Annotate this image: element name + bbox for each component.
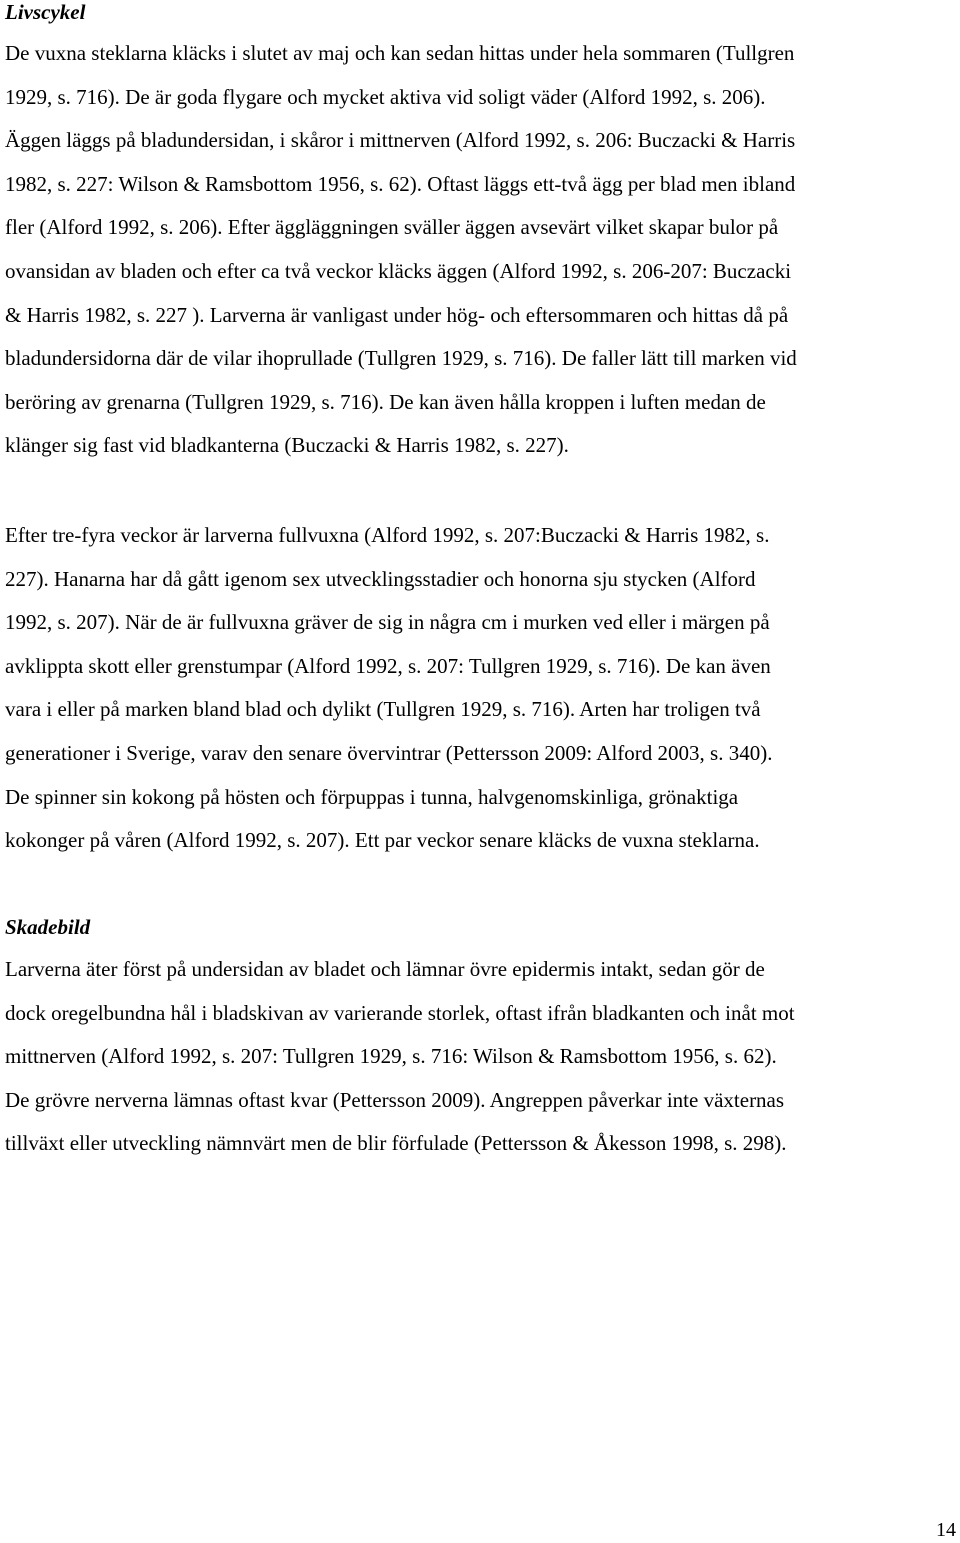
text-line: De grövre nerverna lämnas oftast kvar (Pettersson 2009). Angreppen påverkar inte växternas: [5, 1087, 785, 1112]
text-line: Larverna äter först på undersidan av bladet och lämnar övre epidermis intakt, sedan gör de: [5, 957, 765, 981]
paragraph-livscykel-1: [5, 32, 955, 468]
text-line: fler (Alford 1992, s. 206). Efter äggläggningen sväller äggen avsevärt vilket skapar bulor på: [5, 215, 779, 240]
text-line: mittnerven (Alford 1992, s. 207: Tullgren 1929, s. 716: Wilson & Ramsbottom 1956, s. 62).: [5, 1044, 777, 1069]
text-line: 1992, s. 207). När de är fullvuxna gräver de sig in några cm i murken ved eller i märgen på: [5, 610, 770, 635]
paragraph-skadebild-1: [5, 948, 955, 1166]
text-line: bladundersidorna där de vilar ihoprullade (Tullgren 1929, s. 716). De faller lätt till marken vid: [5, 346, 797, 371]
text-line: klänger sig fast vid bladkanterna (Buczacki & Harris 1982, s. 227).: [5, 433, 569, 458]
text-line: beröring av grenarna (Tullgren 1929, s. 716). De kan även hålla kroppen i luften medan de: [5, 389, 766, 414]
text-line: 1982, s. 227: Wilson & Ramsbottom 1956, s. 62). Oftast läggs ett-två ägg per blad men ibland: [5, 171, 796, 196]
text-line: dock oregelbundna hål i bladskivan av varierande storlek, oftast ifrån bladkanten och inåt mot: [5, 1000, 795, 1025]
section-heading-skadebild: Skadebild: [5, 915, 91, 939]
text-line: 227). Hanarna har då gått igenom sex utvecklingsstadier och honorna sju stycken (Alford: [5, 566, 756, 591]
text-line: ovansidan av bladen och efter ca två veckor kläcks äggen (Alford 1992, s. 206-207: Buczacki: [5, 258, 792, 283]
text-line: kokonger på våren (Alford 1992, s. 207). Ett par veckor senare kläcks de vuxna steklarna.: [5, 828, 760, 853]
section-heading-livscykel: Livscykel: [5, 0, 86, 24]
text-line: Äggen läggs på bladundersidan, i skåror i mittnerven (Alford 1992, s. 206: Buczacki & Harris: [5, 128, 796, 153]
text-line: & Harris 1982, s. 227 ). Larverna är vanligast under hög- och eftersommaren och hittas då på: [5, 302, 789, 327]
text-line: tillväxt eller utveckling nämnvärt men de blir förfulade (Pettersson & Åkesson 1998, s. 298).: [5, 1131, 787, 1156]
text-line: avklippta skott eller grenstumpar (Alford 1992, s. 207: Tullgren 1929, s. 716). De kan även: [5, 653, 771, 678]
text-line: 1929, s. 716). De är goda flygare och mycket aktiva vid soligt väder (Alford 1992, s. 206).: [5, 84, 766, 109]
text-line: generationer i Sverige, varav den senare övervintrar (Pettersson 2009: Alford 2003, s. 340).: [5, 740, 773, 765]
text-line: vara i eller på marken bland blad och dylikt (Tullgren 1929, s. 716). Arten har troligen två: [5, 697, 761, 722]
text-line: Efter tre-fyra veckor är larverna fullvuxna (Alford 1992, s. 207:Buczacki & Harris 1982, s.: [5, 523, 770, 547]
text-line: De vuxna steklarna kläcks i slutet av maj och kan sedan hittas under hela sommaren (Tullgren: [5, 41, 795, 65]
paragraph-livscykel-2: [5, 514, 955, 863]
text-line: De spinner sin kokong på hösten och förpuppas i tunna, halvgenomskinliga, grönaktiga: [5, 784, 739, 809]
page-number: 14: [936, 1519, 956, 1541]
